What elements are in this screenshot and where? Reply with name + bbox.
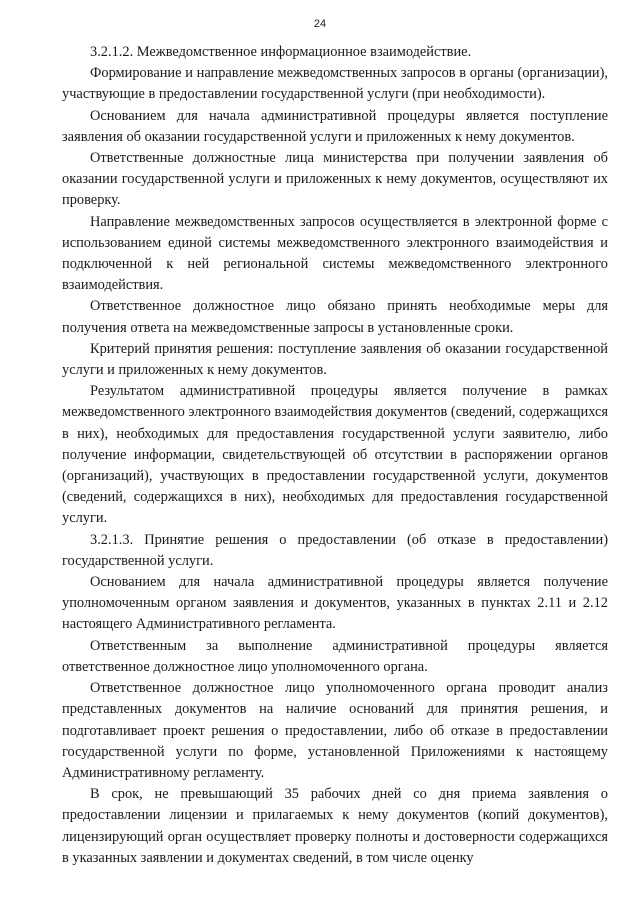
paragraph: Ответственные должностные лица министерства при получении заявления об оказании государственной услуги и приложенных к нему документов, осуществляют их проверку.	[62, 150, 608, 209]
paragraph: Основанием для начала административной процедуры является поступление заявления об оказании государственной услуги и приложенных к нему документов.	[62, 107, 608, 145]
paragraph: Критерий принятия решения: поступление заявления об оказании государственной услуги и приложенных к нему документов.	[62, 340, 608, 379]
paragraph-heading-3-2-1-3: 3.2.1.3. Принятие решения о предоставлении (об отказе в предоставлении) государственной услуги.	[62, 531, 608, 569]
page-number: 24	[313, 18, 327, 30]
paragraph: Результатом административной процедуры является получение в рамках межведомственного электронного взаимодействия документов (сведений, содержащихся в них), необходимых для предоставления государственной услуги заявителю, либо получение информации, свидетельствующей об отсутствии в распоряжении органов (организаций), участвующих в предоставлении государственной услуги, документов (сведений, содержащихся в них), необходимых для предоставления государственной услуги.	[62, 383, 608, 527]
paragraph: Ответственное должностное лицо уполномоченного органа проводит анализ представленных документов на наличие оснований для принятия решения, и подготавливает проект решения о предоставлении, либо об отказе в предоставлении государственной услуги по форме, установленной Приложениями к настоящему Административному регламенту.	[62, 680, 608, 781]
paragraph: Ответственное должностное лицо обязано принять необходимые меры для получения ответа на межведомственные запросы в установленные сроки.	[62, 298, 608, 336]
paragraph: Ответственным за выполнение административной процедуры является ответственное должностное лицо уполномоченного органа.	[62, 637, 608, 675]
paragraph: В срок, не превышающий 35 рабочих дней со дня приема заявления о предоставлении лицензии и прилагаемых к нему документов (копий документов), лицензирующий орган осуществляет проверку полноты и достоверности содержащихся в указанных заявлении и документах сведений, в том числе оценку	[62, 786, 608, 866]
document-body	[62, 42, 608, 869]
paragraph: Направление межведомственных запросов осуществляется в электронной форме с использованием единой системы межведомственного электронного взаимодействия и подключенной к ней региональной системы межведомственного электронного взаимодействия.	[62, 213, 608, 294]
paragraph-heading-3-2-1-2: 3.2.1.2. Межведомственное информационное взаимодействие.	[90, 44, 472, 60]
paragraph: Основанием для начала административной процедуры является получение уполномоченным органом заявления и документов, указанных в пунктах 2.11 и 2.12 настоящего Административного регламента.	[62, 574, 608, 633]
paragraph: Формирование и направление межведомственных запросов в органы (организации), участвующие в предоставлении государственной услуги (при необходимости).	[62, 65, 608, 103]
